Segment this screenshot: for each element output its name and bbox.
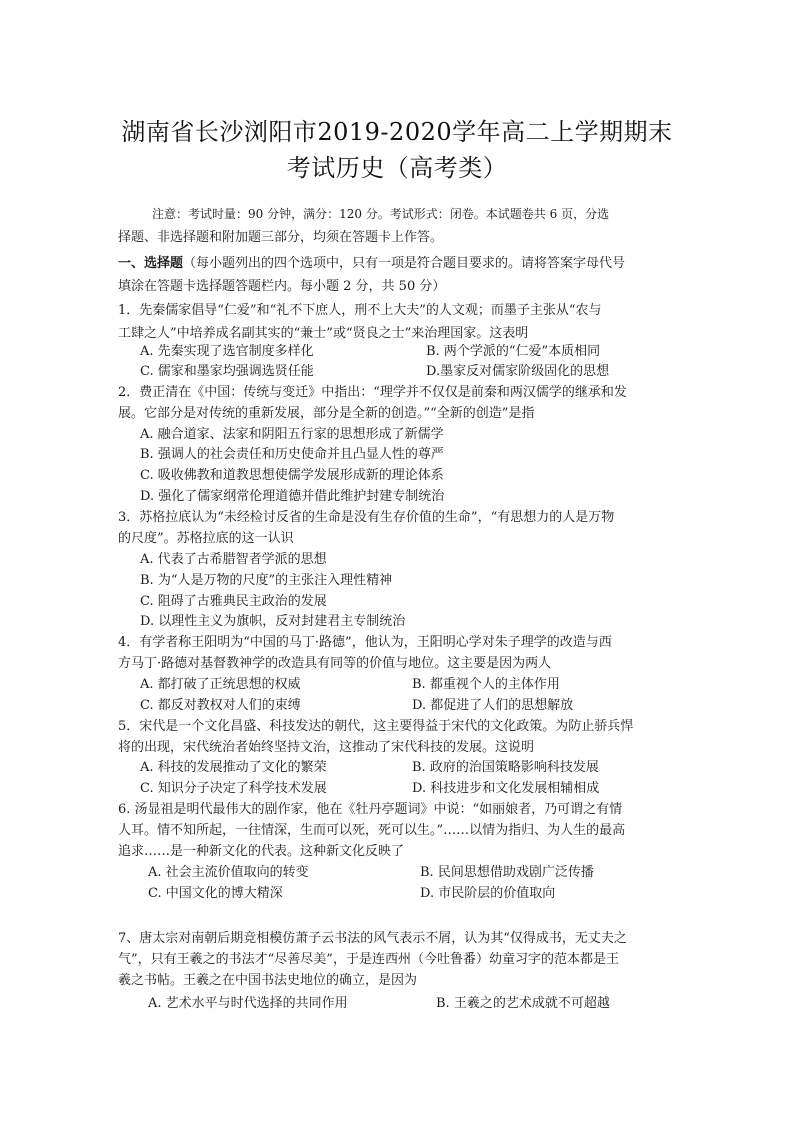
question-6-stem-line-2: 人耳。情不知所起，一往情深，生而可以死，死可以生。”……以情为指归、为人生的最高 [118,823,626,838]
question-2-stem-line-2: 展。它部分是对传统的重新发展，部分是全新的创造。”“全新的创造”是指 [118,406,535,421]
notice-line-1: 注意：考试时量：90 分钟，满分：120 分。考试形式：闭卷。本试题卷共 6 页，分选 [152,207,610,221]
question-4-stem-line-2: 方马丁·路德对基督教神学的改造具有同等的价值与地位。这主要是因为两人 [118,656,552,671]
question-6-option-d: D. 市民阶层的价值取向 [420,886,556,901]
question-5-stem-line-2: 将的出现，宋代统治者始终坚持文治，这推动了宋代科技的发展。这说明 [118,740,535,755]
section-heading-line-2: 填涂在答题卡选择题答题栏内。每小题 2 分，共 50 分） [118,279,446,294]
section-heading-label: 一、选择题 [118,256,184,271]
question-1-option-b: B. 两个学派的“仁爱”本质相同 [426,344,601,359]
page-title-line-1: 湖南省长沙浏阳市2019-2020学年高二上学期期末 [121,118,673,146]
question-1-stem-line-1: 1．先秦儒家倡导“仁爱”和“礼不下庶人，刑不上大夫”的人文观；而墨子主张从“农与 [118,303,602,318]
question-1-option-c: C. 儒家和墨家均强调选贤任能 [140,364,314,379]
question-2-option-a: A. 融合道家、法家和阴阳五行家的思想形成了新儒学 [140,427,444,442]
question-7-stem-line-3: 羲之书帖。王羲之在中国书法史地位的确立，是因为 [118,973,418,988]
question-3-option-a: A. 代表了古希腊智者学派的思想 [140,552,327,567]
question-2-option-b: B. 强调人的社会责任和历史使命并且凸显人性的尊严 [140,447,444,462]
question-1-stem-line-2: 工肆之人”中培养成名副其实的“兼士”或“贤良之士”来治理国家。这表明 [118,326,529,341]
question-5-option-b: B. 政府的治国策略影响科技发展 [412,760,599,775]
question-2-option-c: C. 吸收佛教和道教思想使儒学发展形成新的理论体系 [140,468,444,483]
question-5-option-d: D. 科技进步和文化发展相辅相成 [412,781,600,796]
question-5-stem-line-1: 5．宋代是一个文化昌盛、科技发达的朝代，这主要得益于宋代的文化政策。为防止骄兵悍 [118,719,634,734]
section-heading [118,255,678,273]
question-3-option-c: C. 阻碍了古雅典民主政治的发展 [140,594,327,609]
question-1-option-d: D.墨家反对儒家阶级固化的思想 [426,364,610,379]
question-3-option-d: D. 以理性主义为旗帜，反对封建君主专制统治 [140,614,406,629]
question-5-option-a: A. 科技的发展推动了文化的繁荣 [140,760,327,775]
question-6-option-c: C. 中国文化的博大精深 [148,886,283,901]
question-2-stem-line-1: 2．费正清在《中国：传统与变迁》中指出：“理学并不仅仅是前秦和两汉儒学的继承和发 [118,385,627,400]
question-6-option-a: A. 社会主流价值取向的转变 [148,865,309,880]
page-title-line-2: 考试历史（高考类） [286,154,508,182]
question-4-option-d: D. 都促进了人们的思想解放 [412,698,574,713]
question-6-stem-line-3: 追求……是一种新文化的代表。这种新文化反映了 [118,844,405,859]
question-3-stem-line-1: 3．苏格拉底认为“未经检讨反省的生命是没有生存价值的生命”，“有思想力的人是万物 [118,510,615,525]
question-4-option-a: A. 都打破了正统思想的权威 [140,677,301,692]
question-1-option-a: A. 先秦实现了选官制度多样化 [140,344,314,359]
question-3-option-b: B. 为“人是万物的尺度”的主张注入理性精神 [140,573,393,588]
notice-line-2: 择题、非选择题和附加题三部分，均须在答题卡上作答。 [118,230,444,245]
section-heading-instructions: （每小题列出的四个选项中，只有一项是符合题目要求的。请将答案字母代号 [183,256,626,271]
question-2-option-d: D. 强化了儒家纲常伦理道德并借此维护封建专制统治 [140,489,445,504]
question-3-stem-line-2: 的尺度”。苏格拉底的这一认识 [118,531,294,546]
question-7-option-b: B. 王羲之的艺术成就不可超越 [436,996,610,1011]
question-7-stem-line-1: 7、唐太宗对南朝后期竞相模仿萧子云书法的风气表示不屑，认为其“仅得成书，无丈夫之 [118,931,627,946]
question-7-option-a: A. 艺术水平与时代选择的共同作用 [148,996,348,1011]
question-4-stem-line-1: 4．有学者称王阳明为“中国的马丁·路德”，他认为，王阳明心学对朱子理学的改造与西 [118,635,612,650]
question-6-stem-line-1: 6. 汤显祖是明代最伟大的剧作家，他在《牡丹亭题词》中说：“如丽娘者，乃可谓之有情 [118,802,623,817]
question-4-option-c: C. 都反对教权对人们的束缚 [140,698,301,713]
question-4-option-b: B. 都重视个人的主体作用 [412,677,560,692]
question-6-option-b: B. 民间思想借助戏剧广泛传播 [420,865,594,880]
question-5-option-c: C. 知识分子决定了科学技术发展 [140,781,327,796]
question-7-stem-line-2: 气”，只有王羲之的书法才“尽善尽美”，于是连西州（今吐鲁番）幼童习字的范本都是王 [118,952,619,967]
